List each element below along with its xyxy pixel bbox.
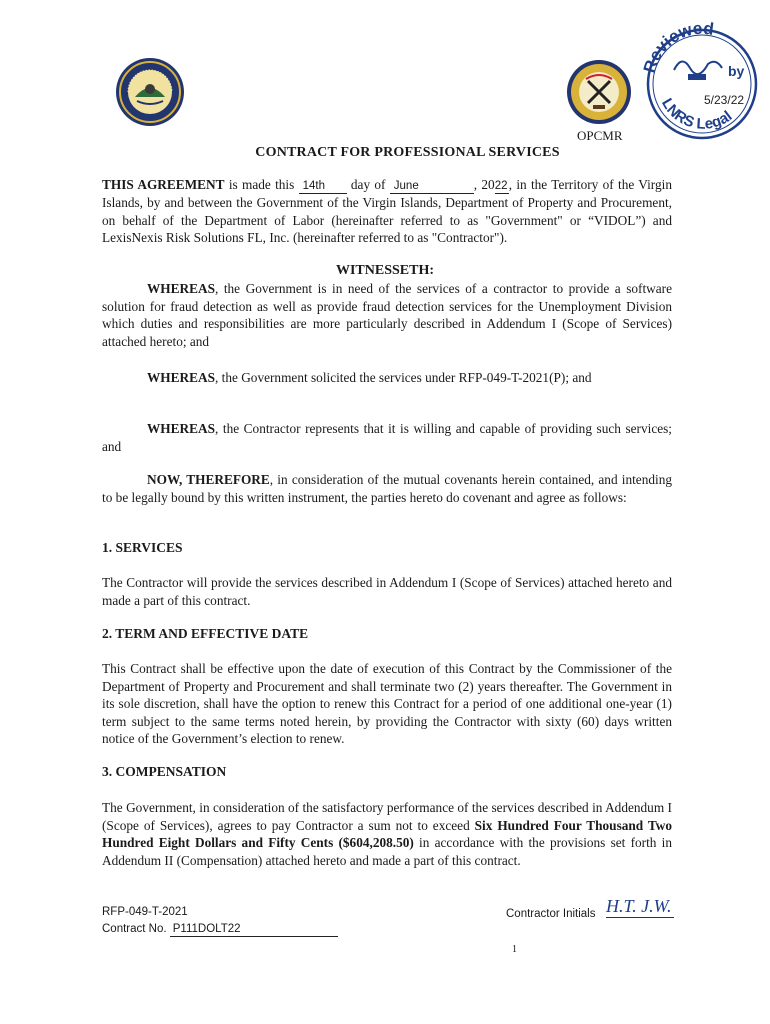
day-field: 14th (299, 180, 347, 194)
section-3-heading: 3. COMPENSATION (102, 764, 227, 779)
stamp-legal-text: LNRS Legal (658, 95, 736, 133)
legal-review-stamp (636, 18, 768, 144)
agreement-lead: THIS AGREEMENT (102, 177, 225, 192)
contract-number-field: P111DOLT22 (170, 923, 338, 937)
whereas-paragraph-1: WHEREAS, the Government is in need of the services of a contractor to provide a software solution for fraud detection as well as provide fraud detection services for the Unemployment Division which duties and responsibilities are more particularly described in Addendum I (Scope of Services) attached hereto; and (102, 281, 672, 349)
year-field: 22 (494, 180, 508, 192)
section-3-text: The Government, in consideration of the satisfactory performance of the services described in Addendum I (Scope of Services), agrees to pay Contractor a sum not to exceed Six Hundred Four Thousand Two Hundred Eight Dollars and Fifty Cents ($604,208.50) in accordance with the provisions set forth in Addendum II (Compensation) attached hereto and made a part of this contract. (102, 800, 673, 868)
section-2-heading: 2. TERM AND EFFECTIVE DATE (102, 626, 309, 641)
stamp-date: 5/23/22 (704, 93, 745, 107)
contractor-initials-signature: H.T. J.W. (606, 896, 674, 918)
section-1-text: The Contractor will provide the services described in Addendum I (Scope of Services) attached hereto and made a part of this contract. (102, 575, 672, 608)
section-1-heading: 1. SERVICES (102, 540, 183, 555)
whereas-paragraph-2: WHEREAS, the Government solicited the services under RFP-049-T-2021(P); and (147, 370, 592, 385)
now-therefore-paragraph: NOW, THEREFORE, in consideration of the mutual covenants herein contained, and intending to be legally bound by this written instrument, the parties hereto do covenant and agree as follows: (102, 472, 672, 505)
whereas-paragraph-3: WHEREAS, the Contractor represents that it is willing and capable of providing such services; and (102, 421, 672, 454)
agreement-paragraph: THIS AGREEMENT is made this 14th day of June , 2022, in the Territory of the Virgin Islands, by and between the Government of the Virgin Islands, Department of Property and Procurement, on behalf of the Department of Labor (hereinafter referred to as "Government" or “VIDOL”) and LexisNexis Risk Solutions FL, Inc. (hereinafter referred to as "Contractor"). (102, 177, 672, 245)
contract-number-line: Contract No. P111DOLT22 (102, 923, 338, 937)
contractor-initials-label: Contractor Initials (506, 908, 596, 920)
compensation-amount: Six Hundred Four Thousand Two Hundred Eight Dollars and Fifty Cents ($604,208.50) (102, 817, 673, 850)
rfp-number: RFP-049-T-2021 (102, 906, 188, 918)
department-seal-right (566, 59, 632, 125)
document-title: CONTRACT FOR PROFESSIONAL SERVICES (255, 145, 560, 160)
government-seal-left (115, 57, 185, 127)
page-mark: 1 (512, 944, 517, 955)
witnesseth-heading: WITNESSETH: (335, 263, 435, 278)
section-2-text: This Contract shall be effective upon the date of execution of this Contract by the Commissioner of the Department of Property and Procurement and shall terminate two (2) years thereafter. The Government in its sole discretion, shall have the option to renew this Contract for a period of one additional one-year (1) term subject to the same terms noted herein, by providing the Contractor with sixty (60) days written notice of the Government’s election to renew. (102, 661, 672, 746)
opcmr-label: OPCMR (577, 128, 623, 143)
month-field: June (390, 180, 474, 194)
stamp-by-text: by (728, 63, 745, 79)
stamp-reviewed-text: Reviewed (639, 18, 715, 76)
